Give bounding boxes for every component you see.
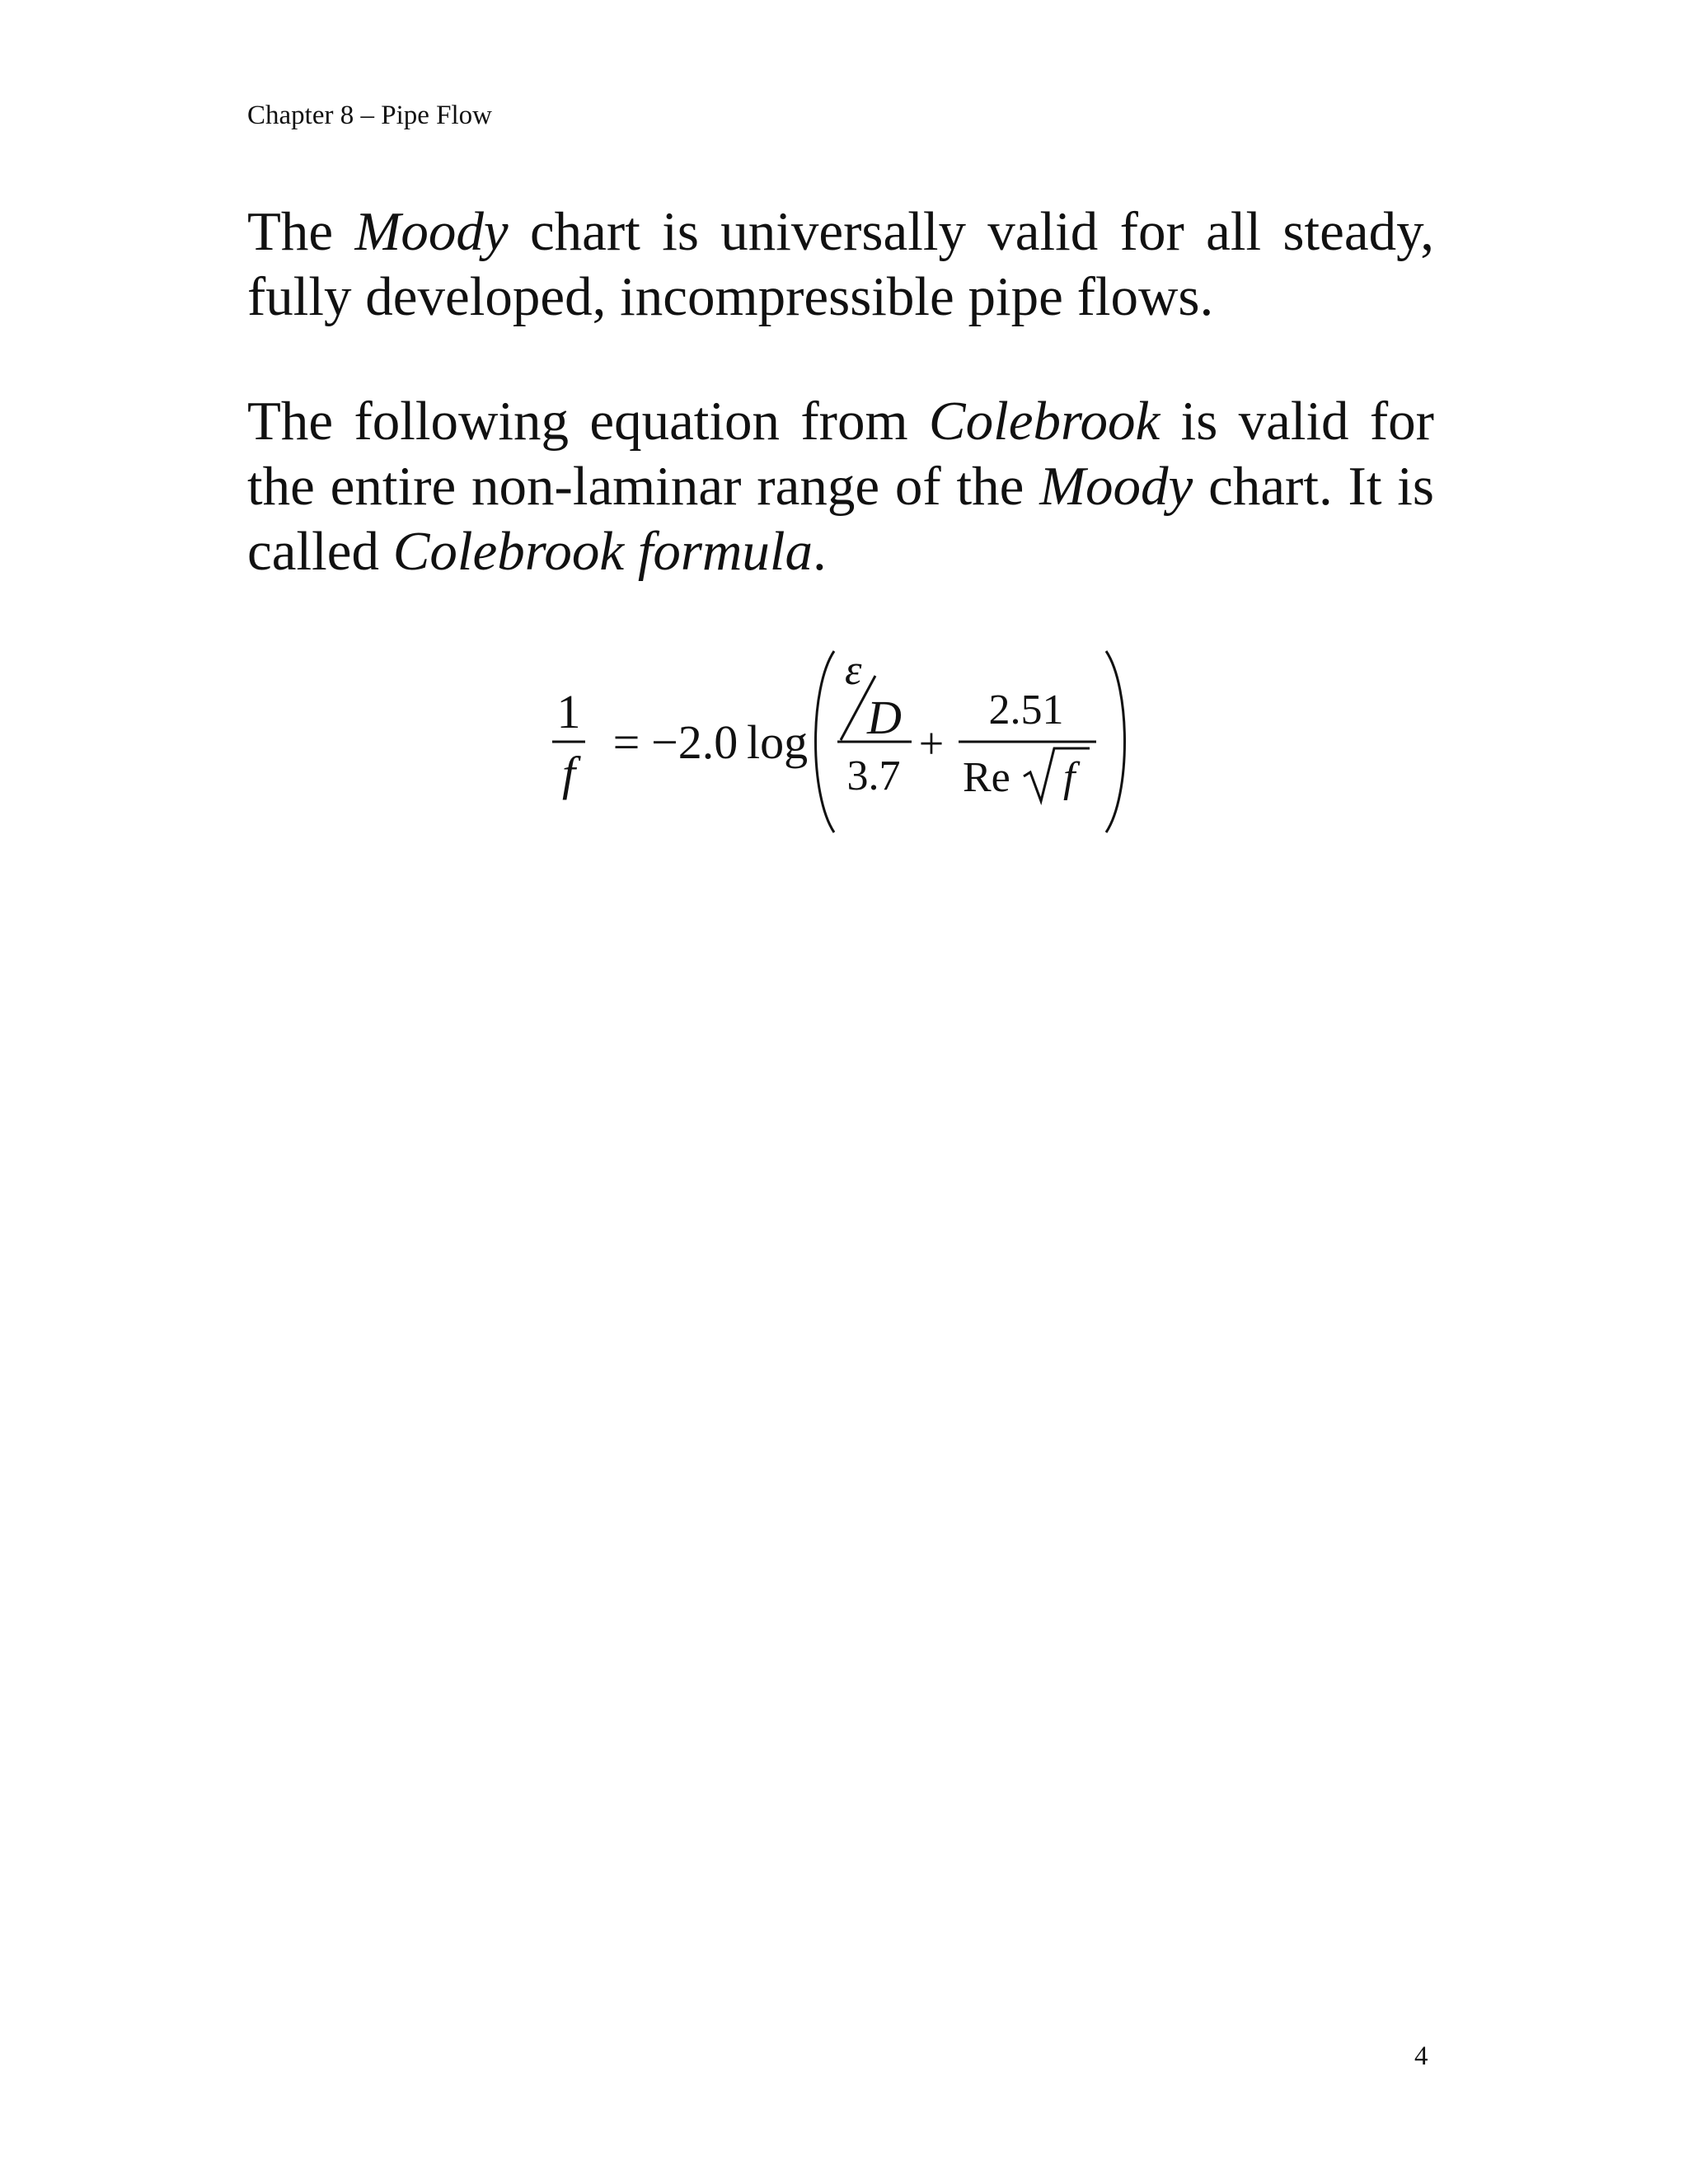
para2-text-c: chart. It is called — [247, 456, 1434, 582]
right-parenthesis — [1106, 651, 1125, 832]
running-header: Chapter 8 – Pipe Flow — [247, 101, 492, 130]
colebrook-equation — [544, 643, 1154, 841]
equals-sign: = — [612, 715, 640, 769]
para1-text-a: The — [247, 201, 355, 262]
para2-formula-name: Colebrook formula — [392, 521, 814, 582]
para2-text-a: The following equation from — [247, 391, 929, 452]
second-numerator: 2.51 — [988, 687, 1064, 733]
para1-moody-term: Moody — [354, 201, 509, 262]
paragraph-moody-chart — [247, 199, 1434, 330]
square-root-sign — [1024, 748, 1090, 801]
page-number: 4 — [1414, 2041, 1428, 2071]
para2-moody-term: Moody — [1039, 456, 1193, 517]
paragraph-colebrook — [247, 389, 1434, 584]
lhs-numerator: 1 — [556, 685, 581, 738]
para2-text-b: is valid for the entire non-laminar range of the — [247, 391, 1434, 517]
plus-sign: + — [918, 719, 945, 768]
para2-colebrook-term: Colebrook — [928, 391, 1160, 452]
first-denominator: 3.7 — [846, 752, 901, 799]
sqrt-friction-factor: f — [1063, 754, 1076, 801]
coefficient: −2.0 — [651, 715, 738, 769]
para1-text-b: chart is universally valid for all steady, fully developed, incompressible pipe flows. — [247, 201, 1434, 327]
epsilon-symbol: ε — [845, 647, 862, 694]
reynolds-number: Re — [963, 754, 1010, 801]
left-parenthesis — [816, 651, 835, 832]
diameter-symbol: D — [867, 691, 902, 744]
lhs-denominator: f — [561, 747, 576, 800]
log-operator: log — [747, 715, 809, 769]
para2-text-d: . — [813, 521, 827, 582]
